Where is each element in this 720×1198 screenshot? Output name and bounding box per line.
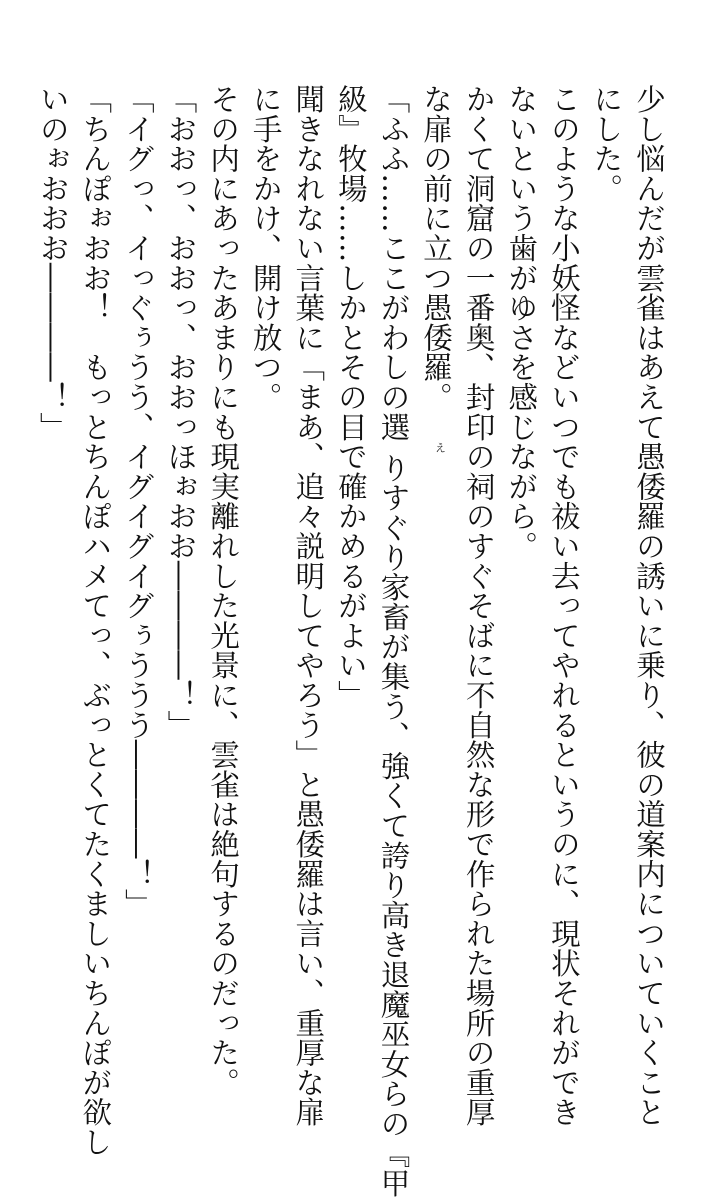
text-line: 級』牧場……しかとその目で確かめるがよい」 [333,84,368,710]
text-line: に手をかけ、開け放つ。 [248,84,283,412]
text-line: 聞きなれない言葉に「まあ、追々説明してやろう」と愚倭羅は言い、重厚な扉 [291,84,326,1127]
text-line: かくて洞窟の一番奥、封印の祠のすぐそばに不自然な形で作られた場所の重厚 [461,84,496,1127]
text-line: いのぉおおお――――！」 [35,84,70,442]
ruby-line-pre: 「ふふ……ここがわしの [376,84,411,412]
ruby-base: 選 [376,411,411,442]
text-line: 「イグっ、イっぐぅうう、イグイグイグぅううう――――！」 [120,84,155,919]
text-line: このような小妖怪などいつでも祓い去ってやれるというのに、現状それができ [546,84,581,1127]
ruby-line-post: りすぐり家畜が集う、強くて誇り高き退魔巫女らの『甲 [376,452,411,1198]
text-line: にした。 [589,84,624,204]
text-line: ないという歯がゆさを感じながら。 [504,84,539,561]
text-line: 「おおっ、おおっ、おおっほぉおお――――！」 [163,84,198,740]
text-line: 「ちんぽぉおお！ もっとちんぽハメてっ、ぶっとくてたくましいちんぽが欲し [78,84,113,1157]
ruby-reading: え [433,441,447,453]
ruby-annotation [376,411,447,453]
text-line: な扉の前に立つ愚倭羅。 [419,84,454,412]
text-line: 少し悩んだが雲雀はあえて愚倭羅の誘いに乗り、彼の道案内についていくこと [632,84,666,1127]
text-line: その内にあったあまりにも現実離れした光景に、雲雀は絶句するのだった。 [206,84,241,1098]
vertical-text-body [31,84,670,1198]
